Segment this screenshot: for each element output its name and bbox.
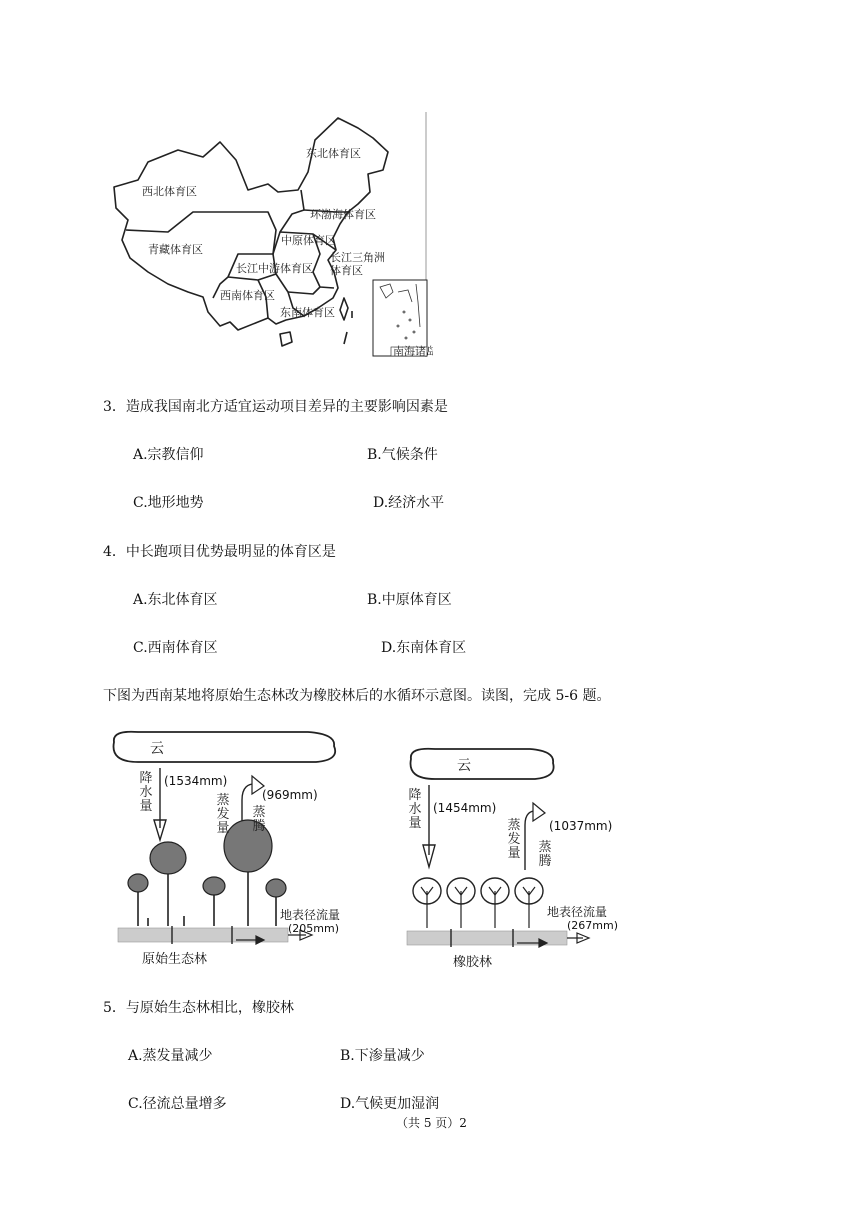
question-5-stem: 5．与原始生态林相比，橡胶林 [103, 1000, 294, 1016]
evaporation-arrow [533, 803, 545, 821]
region-label-bohai: 环渤海体育区 [310, 208, 376, 221]
evaporation-value: (969mm) [262, 788, 318, 802]
china-sports-region-map [108, 112, 433, 364]
question-4-option-b[interactable]: B.中原体育区 [367, 592, 452, 608]
precipitation-value: (1534mm) [164, 774, 228, 788]
runoff-value: (267mm) [567, 919, 619, 932]
precipitation-label: 降水量 [408, 788, 422, 831]
question-4-stem: 4．中长跑项目优势最明显的体育区是 [103, 544, 336, 560]
region-label-northeast: 东北体育区 [306, 147, 361, 160]
map-svg [108, 112, 433, 364]
region-label-southeast: 东南体育区 [280, 306, 335, 319]
question-5-option-b[interactable]: B.下渗量减少 [340, 1048, 425, 1064]
rubber-forest-svg [395, 745, 650, 970]
region-label-northwest: 西北体育区 [142, 185, 197, 198]
region-label-qingzang: 青藏体育区 [148, 243, 203, 256]
runoff-label: 地表径流量 [280, 908, 341, 922]
evaporation-label: 蒸发量 [507, 818, 521, 861]
diagram-rubber-forest [395, 745, 650, 970]
question-3-option-b[interactable]: B.气候条件 [367, 447, 438, 463]
region-label-changjiang-middle: 长江中游体育区 [236, 262, 313, 275]
region-label-southwest: 西南体育区 [220, 289, 275, 302]
diagram-intro: 下图为西南某地将原始生态林改为橡胶林后的水循环示意图。读图，完成 5-6 题。 [103, 688, 611, 704]
cloud-label: 云 [150, 741, 164, 757]
runoff-arrow [567, 933, 589, 943]
region-label-yangtze-delta-1: 长江三角洲 [330, 251, 385, 264]
runoff-value: (205mm) [288, 922, 340, 935]
precipitation-label: 降水量 [139, 771, 153, 814]
question-5-option-d[interactable]: D.气候更加湿润 [340, 1096, 440, 1112]
diagram-primary-forest [108, 728, 348, 968]
inset-label: 南海诸岛 [393, 345, 433, 358]
question-4-option-d[interactable]: D.东南体育区 [381, 640, 467, 656]
question-4-option-a[interactable]: A.东北体育区 [133, 592, 218, 608]
precipitation-value: (1454mm) [433, 801, 497, 815]
runoff-label: 地表径流量 [547, 905, 608, 919]
cloud-label: 云 [457, 758, 471, 774]
question-3-stem: 3．造成我国南北方适宜运动项目差异的主要影响因素是 [103, 399, 448, 415]
question-3-option-c[interactable]: C.地形地势 [133, 495, 204, 511]
region-label-central: 中原体育区 [281, 234, 336, 247]
question-5-option-c[interactable]: C.径流总量增多 [128, 1096, 227, 1112]
cloud-shape [411, 749, 554, 779]
question-3-option-d[interactable]: D.经济水平 [373, 495, 445, 511]
page-footer: （共 5 页）2 [396, 1116, 467, 1130]
precipitation-arrow [423, 785, 435, 867]
region-label-yangtze-delta-2: 体育区 [330, 264, 363, 277]
question-4-option-c[interactable]: C.西南体育区 [133, 640, 218, 656]
transpiration-label: 蒸腾 [252, 805, 266, 834]
evaporation-label: 蒸发量 [216, 793, 230, 836]
question-5-option-a[interactable]: A.蒸发量减少 [128, 1048, 213, 1064]
ground-label: 原始生态林 [142, 952, 208, 967]
question-3-option-a[interactable]: A.宗教信仰 [133, 447, 204, 463]
evaporation-value: (1037mm) [549, 819, 613, 833]
transpiration-label: 蒸腾 [538, 840, 552, 869]
ground-label: 橡胶林 [453, 955, 493, 970]
cloud-shape [114, 732, 336, 762]
